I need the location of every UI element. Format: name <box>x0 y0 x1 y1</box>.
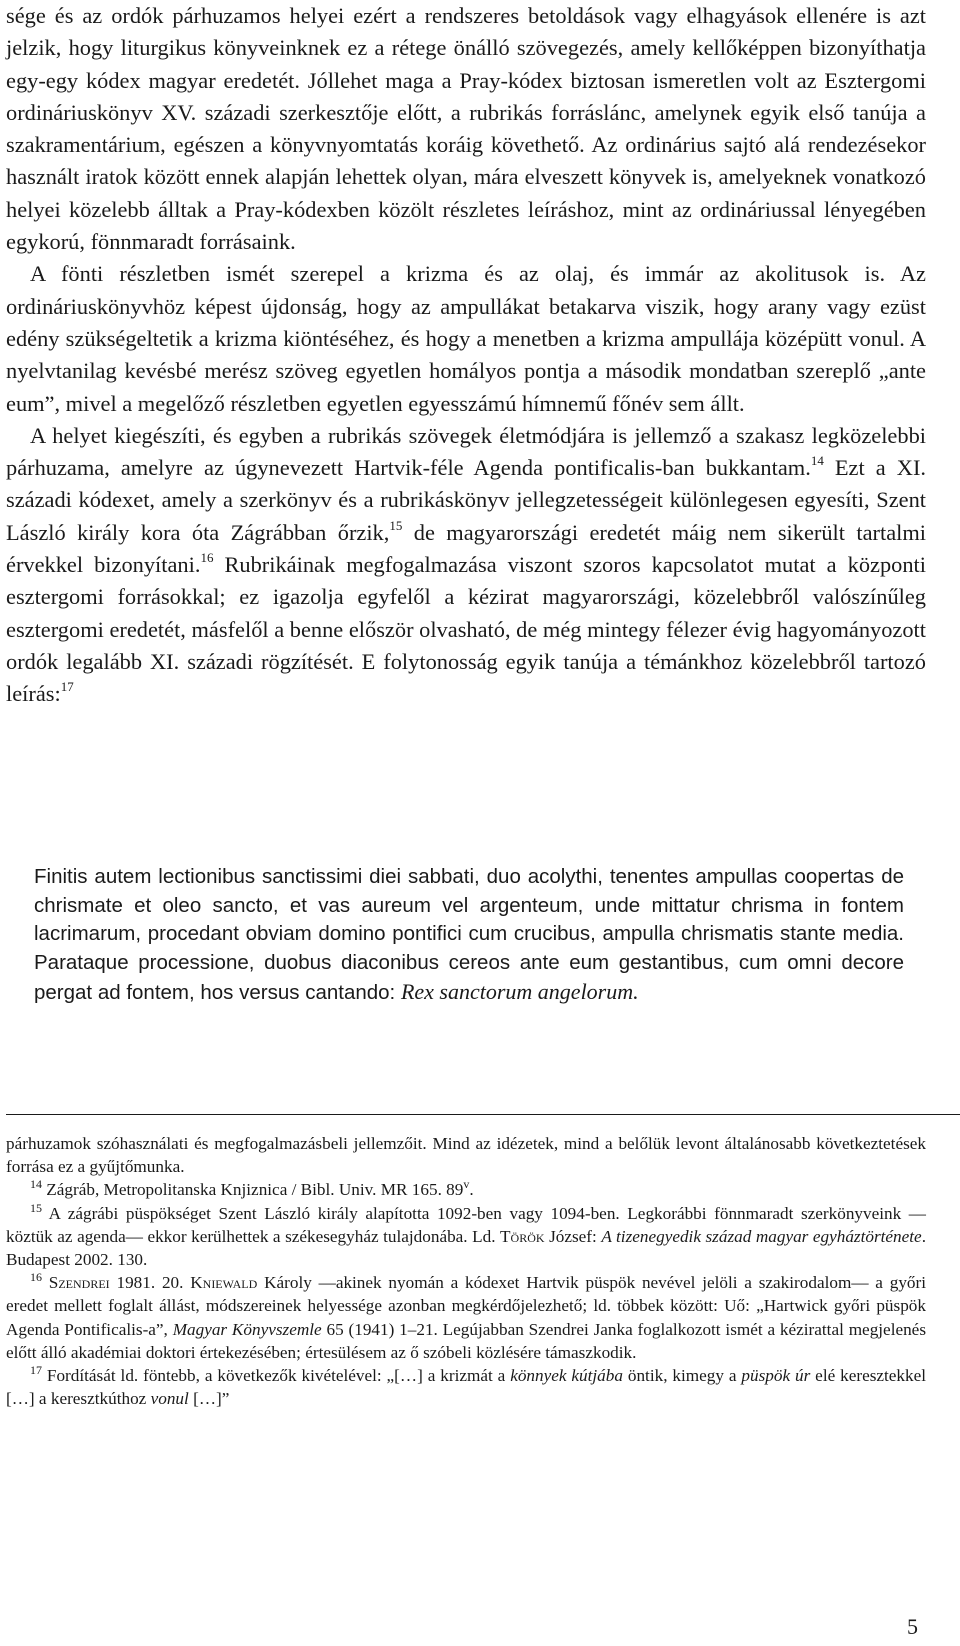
footnote-14 <box>6 1178 926 1201</box>
paragraph-3-text-c: de magyarországi eredetét máig nem sikerült tartalmi érvekkel bizonyítani. <box>6 519 926 578</box>
footnote-ref-16[interactable]: 16 <box>200 550 214 566</box>
footnote-ref-15[interactable]: 15 <box>389 517 403 533</box>
footnote-16-text-1: 1981. 20. <box>109 1273 191 1293</box>
footnote-continuation <box>6 1132 926 1178</box>
footnote-15-author: Török <box>500 1226 545 1246</box>
quotation-italic-incipit: Rex sanctorum angelorum. <box>400 978 639 1004</box>
footnote-14-text: Zágráb, Metropolitanska Knjiznica / Bibl. Univ. MR 165. 89 <box>42 1180 464 1200</box>
footnote-16-author-1: Szendrei <box>48 1273 110 1293</box>
footnote-15-after-author: József: <box>544 1226 602 1246</box>
footnote-14-number: 14 <box>30 1177 42 1192</box>
footnote-17-italic-2: püspök úr <box>741 1366 811 1386</box>
paragraph-3-text-b: Ezt a XI. századi kódexet, amely a szerkönyv és a rubrikáskönyv jellegzetességeit különlegesen egyesíti, Szent László király kora óta Zágrábban őrzik, <box>6 455 926 545</box>
footnote-15-number: 15 <box>30 1200 42 1215</box>
quotation-text: Finitis autem lectionibus sanctissimi diei sabbati, duo acolythi, tenentes ampullas coopertas de chrismate et oleo sancto, et vas aureum vel argenteum, unde mittatur chrisma in fontem lacrimarum, procedant obviam domino pontifici cum crucibus, ampulla chrismatis stante media. Parataque processione, duobus diaconibus cereos ante eum gestantibus, cum omni decore pergat ad fontem, hos versus cantando: <box>34 865 904 1004</box>
footnote-17-italic-3: vonul <box>150 1389 189 1409</box>
footnote-14-end: . <box>469 1180 474 1200</box>
paragraph-3-text-d: Rubrikáinak megfogalmazása viszont szoros kapcsolatot mutat a központi esztergomi forrásokkal; ez igazolja egyfelől a kézirat magyarországi, közelebbről valószínűleg esztergomi eredetét, másfelől a benne először olvasható, de még mintegy félezer évig hagyományozott ordók legalább XI. századi rögzítését. E folytonosság egyik tanúja a témánkhoz közelebbről tartozó leírás: <box>6 552 926 707</box>
paragraph-1 <box>6 0 926 258</box>
paragraph-3 <box>6 420 926 711</box>
footnote-16-text-2: Károly —akinek nyomán a kódexet Hartvik püspök nevével jelöli a szakirodalom— a győri eredet mellett foglalt állást, módszereinek helyessége azonban megkérdőjelezhető; ld. többek között: Uő: „Hartwick győri püspök Agenda Pontificalis-a”, <box>6 1273 927 1339</box>
footnote-17-italic-1: könnyek kútjába <box>510 1366 623 1386</box>
footnote-separator <box>6 1114 960 1115</box>
footnote-15-end: . Budapest 2002. 130. <box>6 1226 926 1270</box>
footnote-17-text-1: Fordítását ld. föntebb, a következők kivételével: „[…] a krizmát a <box>42 1366 511 1386</box>
footnote-17-text-3: elé keresztekkel […] a keresztkúthoz <box>6 1366 927 1409</box>
paragraph-2-text: A fönti részletben ismét szerepel a krizma és az olaj, és immár az akolitusok is. Az ordináriuskönyvhöz képest újdonság, hogy az ampullákat betakarva viszik, hogy arany vagy ezüst edény szükségeltetik a krizma kiöntéséhez, és hogy a menetben a krizma ampullája középütt vonul. A nyelvtanilag kevésbé merész szöveg egyetlen homályos pontja a második mondatban szereplő „ante eum”, mivel a megelőző részletben egyetlen egyesszámú hímnemű főnév sem állt. <box>6 261 926 416</box>
footnote-16-journal: Magyar Könyvszemle <box>172 1319 322 1339</box>
quotation-paragraph <box>34 863 904 1008</box>
footnote-17-number: 17 <box>30 1363 42 1378</box>
footnote-ref-14[interactable]: 14 <box>810 453 824 469</box>
footnote-15-text: A zágrábi püspökséget Szent László király alapította 1092-ben vagy 1094-ben. Legkorábbi fönnmaradt szerkönyveink —köztük az agenda— ekkor kerülhettek a székesegyház tulajdonába. Ld. <box>6 1203 926 1246</box>
latin-quotation <box>34 863 904 1008</box>
footnote-17 <box>6 1364 926 1410</box>
footnote-16-author-2: Kniewald <box>190 1273 258 1293</box>
footnote-17-text-2: öntik, kimegy a <box>622 1366 742 1386</box>
page-number: 5 <box>907 1614 918 1639</box>
body-text <box>6 0 926 711</box>
footnote-17-text-4: […]” <box>188 1389 230 1409</box>
footnote-14-verso-mark: v <box>463 1177 470 1192</box>
paragraph-1-text: sége és az ordók párhuzamos helyei ezért a rendszeres betoldások vagy elhagyások ellenére is azt jelzik, hogy liturgikus könyveinknek ez a rétege önálló szövegezés, amely kellőképpen bizonyíthatja egy-egy kódex magyar eredetét. Jóllehet maga a Pray-kódex biztosan ismeretlen volt az Esztergomi ordináriuskönyv XV. századi szerkesztője előtt, a rubrikás forráslánc, amelynek egyik első tanúja a szakramentárium, egészen a könyvnyomtatás koráig követhető. Az ordinárius sajtó alá rendezésekor használt iratok között ennek alapján lehettek olyan, mára elveszett könyvek is, amelyeknek vonatkozó helyei közelebb álltak a Pray-kódexben közölt részletes leíráshoz, mint az ordináriussal lényegében egykorú, fönnmaradt forrásaink. <box>6 3 926 255</box>
paragraph-2 <box>6 258 926 419</box>
paragraph-3-text-a: A helyet kiegészíti, és egyben a rubrikás szövegek életmódjára is jellemző a szakasz legközelebbi párhuzama, amelyre az úgynevezett Hartvik-féle Agenda pontificalis-ban bukkantam. <box>6 422 926 481</box>
footnotes <box>6 1132 926 1410</box>
footnote-continuation-text: párhuzamok szóhasználati és megfogalmazásbeli jellemzőit. Mind az idézetek, mind a belőlük levont általánosabb következtetések forrása ez a gyűjtőmunka. <box>6 1134 926 1177</box>
footnote-16-number: 16 <box>30 1270 42 1285</box>
footnote-ref-17[interactable]: 17 <box>60 679 74 695</box>
footnote-16 <box>6 1271 926 1364</box>
footnote-16-text-3: 65 (1941) 1–21. Legújabban Szendrei Janka foglalkozott ismét a kézirattal megjelenés előtt álló akadémiai doktori értekezésében; értesülésem az ő szóbeli közlésére támaszkodik. <box>6 1319 927 1362</box>
footnote-15 <box>6 1202 926 1272</box>
footnote-15-book-title: A tizenegyedik század magyar egyháztörténete <box>601 1226 922 1246</box>
